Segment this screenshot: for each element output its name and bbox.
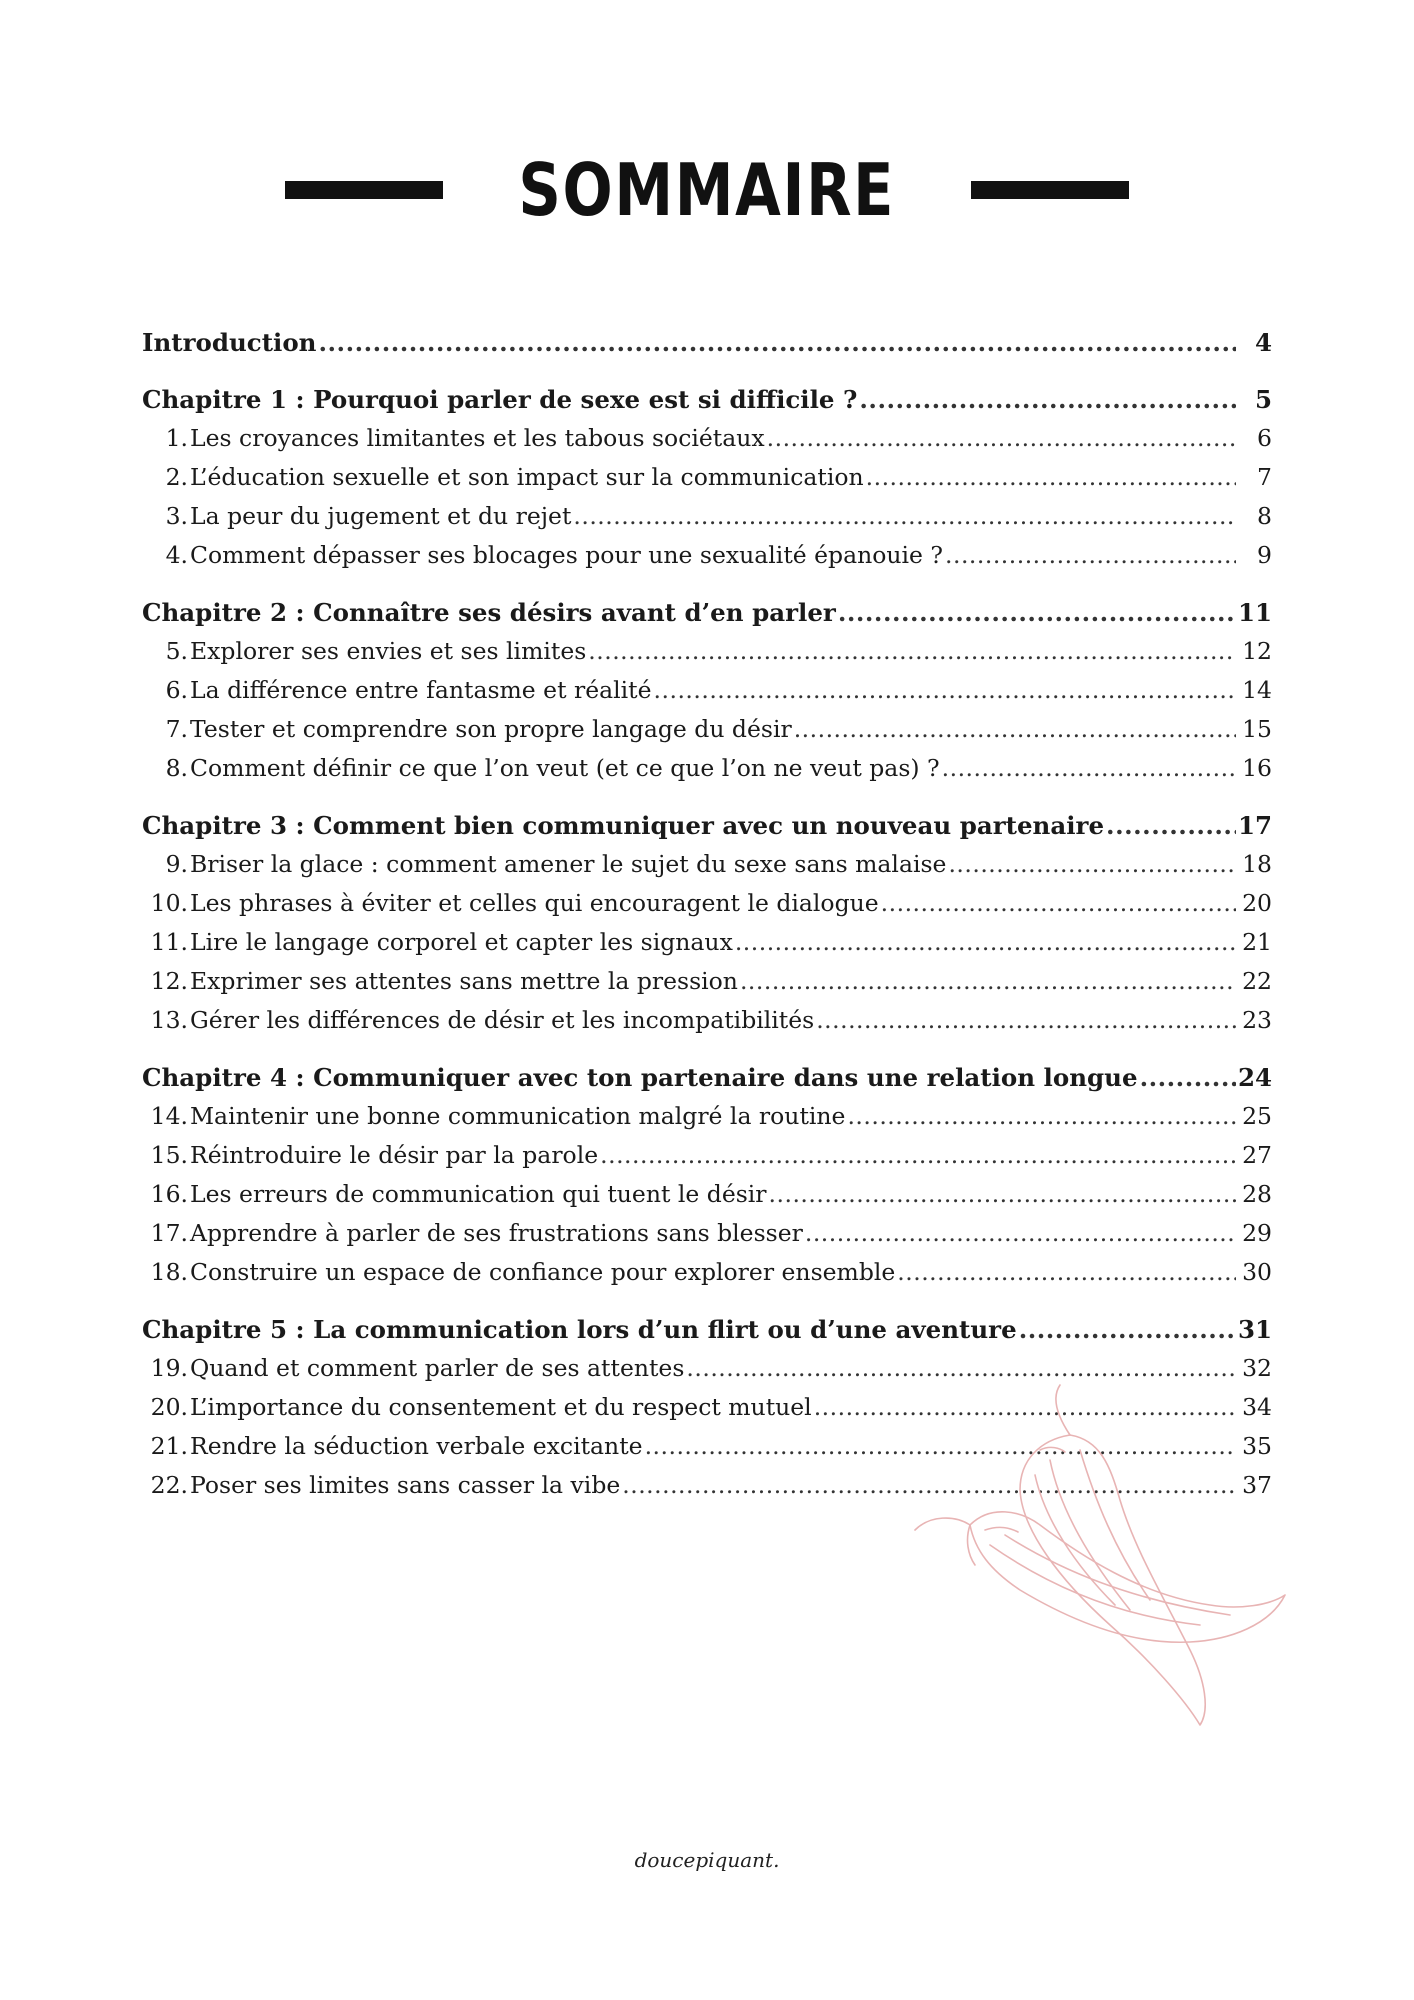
dot-leader (859, 385, 1236, 414)
toc-page-number: 6 (1257, 424, 1272, 452)
dot-leader (318, 328, 1236, 357)
toc-entry-row[interactable] (142, 1180, 1272, 1219)
toc-entry-title: Maintenir une bonne communication malgré la routine (190, 1102, 846, 1130)
toc-page-number: 8 (1257, 502, 1272, 530)
toc-entry-title: Apprendre à parler de ses frustrations sans blesser (190, 1219, 803, 1247)
toc-entry-title: Chapitre 3 : Comment bien communiquer avec un nouveau partenaire (142, 811, 1105, 840)
dot-leader (805, 1219, 1236, 1247)
title-bar-right (971, 181, 1129, 199)
dot-leader (942, 754, 1236, 782)
toc-page-number: 27 (1242, 1141, 1272, 1169)
dot-leader (1019, 1315, 1236, 1344)
toc-entry-number: 22. (150, 1471, 188, 1499)
toc-entry-title: Introduction (142, 328, 317, 357)
toc-entry-title: Comment dépasser ses blocages pour une sexualité épanouie ? (190, 541, 944, 569)
toc-chapter-row[interactable] (142, 811, 1272, 850)
toc-chapter-row[interactable] (142, 385, 1272, 424)
toc-entry-number: 14. (150, 1102, 188, 1130)
dot-leader (838, 598, 1236, 627)
toc-entry-title: Comment définir ce que l’on veut (et ce que l’on ne veut pas) ? (190, 754, 940, 782)
toc-entry-title: Les phrases à éviter et celles qui encouragent le dialogue (190, 889, 879, 917)
dot-leader (816, 1006, 1236, 1034)
toc-entry-title: La différence entre fantasme et réalité (190, 676, 652, 704)
toc-page-number: 23 (1242, 1006, 1272, 1034)
toc-page-number: 37 (1242, 1471, 1272, 1499)
toc-entry-row[interactable] (142, 502, 1272, 541)
dot-leader (573, 502, 1236, 530)
toc-entry-title: Réintroduire le désir par la parole (190, 1141, 599, 1169)
toc-entry-number: 4. (165, 541, 188, 569)
toc-page-number: 25 (1242, 1102, 1272, 1130)
toc-entry-title: Poser ses limites sans casser la vibe (190, 1471, 621, 1499)
toc-chapter-row[interactable] (142, 1315, 1272, 1354)
toc-page-number: 31 (1238, 1315, 1273, 1344)
title-bar-left (285, 181, 443, 199)
toc-entry-row[interactable] (142, 967, 1272, 1006)
dot-leader (686, 1354, 1236, 1382)
toc-page-number: 35 (1242, 1432, 1272, 1460)
toc-entry-row[interactable] (142, 889, 1272, 928)
toc-page-number: 18 (1242, 850, 1272, 878)
brand-logo: doucepiquant. (634, 1848, 780, 1872)
toc-entry-row[interactable] (142, 715, 1272, 754)
toc-entry-number: 13. (150, 1006, 188, 1034)
toc-entry-title: Rendre la séduction verbale excitante (190, 1432, 643, 1460)
dot-leader (767, 424, 1236, 452)
toc-entry-row[interactable] (142, 541, 1272, 580)
toc-page-number: 14 (1242, 676, 1272, 704)
toc-entry-title: Les croyances limitantes et les tabous sociétaux (190, 424, 765, 452)
toc-entry-title: Quand et comment parler de ses attentes (190, 1354, 685, 1382)
toc-entry-number: 18. (150, 1258, 188, 1286)
toc-entry-row[interactable] (142, 424, 1272, 463)
toc-entry-number: 17. (150, 1219, 188, 1247)
toc-entry-title: Explorer ses envies et ses limites (190, 637, 587, 665)
toc-entry-row[interactable] (142, 754, 1272, 793)
toc-page-number: 17 (1238, 811, 1273, 840)
toc-entry-number: 20. (150, 1393, 188, 1421)
toc-page-number: 29 (1242, 1219, 1272, 1247)
toc-entry-row[interactable] (142, 928, 1272, 967)
toc-entry-number: 19. (150, 1354, 188, 1382)
toc-page-number: 22 (1242, 967, 1272, 995)
toc-entry-number: 3. (165, 502, 188, 530)
toc-chapter-row[interactable] (142, 598, 1272, 637)
toc-entry-number: 21. (150, 1432, 188, 1460)
toc-entry-number: 7. (165, 715, 188, 743)
toc-entry-title: La peur du jugement et du rejet (190, 502, 572, 530)
toc-page-number: 11 (1238, 598, 1273, 627)
chili-pepper-icon (910, 1380, 1290, 1740)
toc-chapter-row[interactable] (142, 1063, 1272, 1102)
toc-page-number: 12 (1242, 637, 1272, 665)
toc-entry-number: 12. (150, 967, 188, 995)
dot-leader (735, 928, 1236, 956)
dot-leader (847, 1102, 1236, 1130)
toc-entry-row[interactable] (142, 637, 1272, 676)
toc-page-number: 4 (1254, 328, 1272, 357)
toc-page-number: 5 (1254, 385, 1272, 414)
toc-entry-title: Lire le langage corporel et capter les signaux (190, 928, 733, 956)
dot-leader (588, 637, 1236, 665)
dot-leader (600, 1141, 1236, 1169)
toc-entry-number: 11. (150, 928, 188, 956)
toc-entry-title: Chapitre 4 : Communiquer avec ton partenaire dans une relation longue (142, 1063, 1138, 1092)
toc-page-number: 30 (1242, 1258, 1272, 1286)
toc-page-number: 7 (1257, 463, 1272, 491)
toc-entry-number: 15. (150, 1141, 188, 1169)
dot-leader (1140, 1063, 1236, 1092)
toc-page-number: 21 (1242, 928, 1272, 956)
toc-entry-title: Exprimer ses attentes sans mettre la pression (190, 967, 738, 995)
toc-entry-title: L’importance du consentement et du respect mutuel (190, 1393, 812, 1421)
toc-page-number: 9 (1257, 541, 1272, 569)
toc-entry-number: 2. (165, 463, 188, 491)
toc-page-number: 20 (1242, 889, 1272, 917)
dot-leader (654, 676, 1236, 704)
toc-entry-row[interactable] (142, 1141, 1272, 1180)
toc-entry-row[interactable] (142, 1102, 1272, 1141)
toc-page-number: 28 (1242, 1180, 1272, 1208)
toc-entry-title: Chapitre 2 : Connaître ses désirs avant d’en parler (142, 598, 836, 627)
dot-leader (1106, 811, 1236, 840)
toc-entry-title: Chapitre 5 : La communication lors d’un flirt ou d’une aventure (142, 1315, 1017, 1344)
table-of-contents (142, 328, 1272, 1510)
toc-entry-row[interactable] (142, 1219, 1272, 1258)
toc-entry-title: Construire un espace de confiance pour explorer ensemble (190, 1258, 896, 1286)
dot-leader (881, 889, 1236, 917)
toc-entry-number: 1. (165, 424, 188, 452)
dot-leader (948, 850, 1236, 878)
toc-chapter-row[interactable] (142, 328, 1272, 367)
toc-entry-title: Gérer les différences de désir et les incompatibilités (190, 1006, 815, 1034)
toc-page-number: 15 (1242, 715, 1272, 743)
toc-page-number: 16 (1242, 754, 1272, 782)
toc-page-number: 34 (1242, 1393, 1272, 1421)
toc-entry-title: Briser la glace : comment amener le sujet du sexe sans malaise (190, 850, 947, 878)
toc-entry-number: 10. (150, 889, 188, 917)
toc-page-number: 24 (1238, 1063, 1273, 1092)
toc-entry-number: 9. (165, 850, 188, 878)
toc-entry-number: 8. (165, 754, 188, 782)
toc-entry-number: 6. (165, 676, 188, 704)
toc-entry-row[interactable] (142, 676, 1272, 715)
dot-leader (945, 541, 1236, 569)
toc-entry-row[interactable] (142, 850, 1272, 889)
dot-leader (769, 1180, 1236, 1208)
toc-entry-number: 16. (150, 1180, 188, 1208)
toc-entry-number: 5. (165, 637, 188, 665)
dot-leader (866, 463, 1236, 491)
page-header (0, 140, 1414, 240)
toc-entry-title: Tester et comprendre son propre langage du désir (190, 715, 792, 743)
toc-entry-row[interactable] (142, 1006, 1272, 1045)
dot-leader (897, 1258, 1236, 1286)
toc-entry-row[interactable] (142, 463, 1272, 502)
toc-entry-title: L’éducation sexuelle et son impact sur la communication (190, 463, 864, 491)
dot-leader (740, 967, 1236, 995)
dot-leader (794, 715, 1236, 743)
page-title: SOMMAIRE (518, 148, 896, 232)
toc-entry-row[interactable] (142, 1258, 1272, 1297)
toc-page-number: 32 (1242, 1354, 1272, 1382)
toc-entry-title: Les erreurs de communication qui tuent le désir (190, 1180, 767, 1208)
toc-entry-title: Chapitre 1 : Pourquoi parler de sexe est si difficile ? (142, 385, 858, 414)
